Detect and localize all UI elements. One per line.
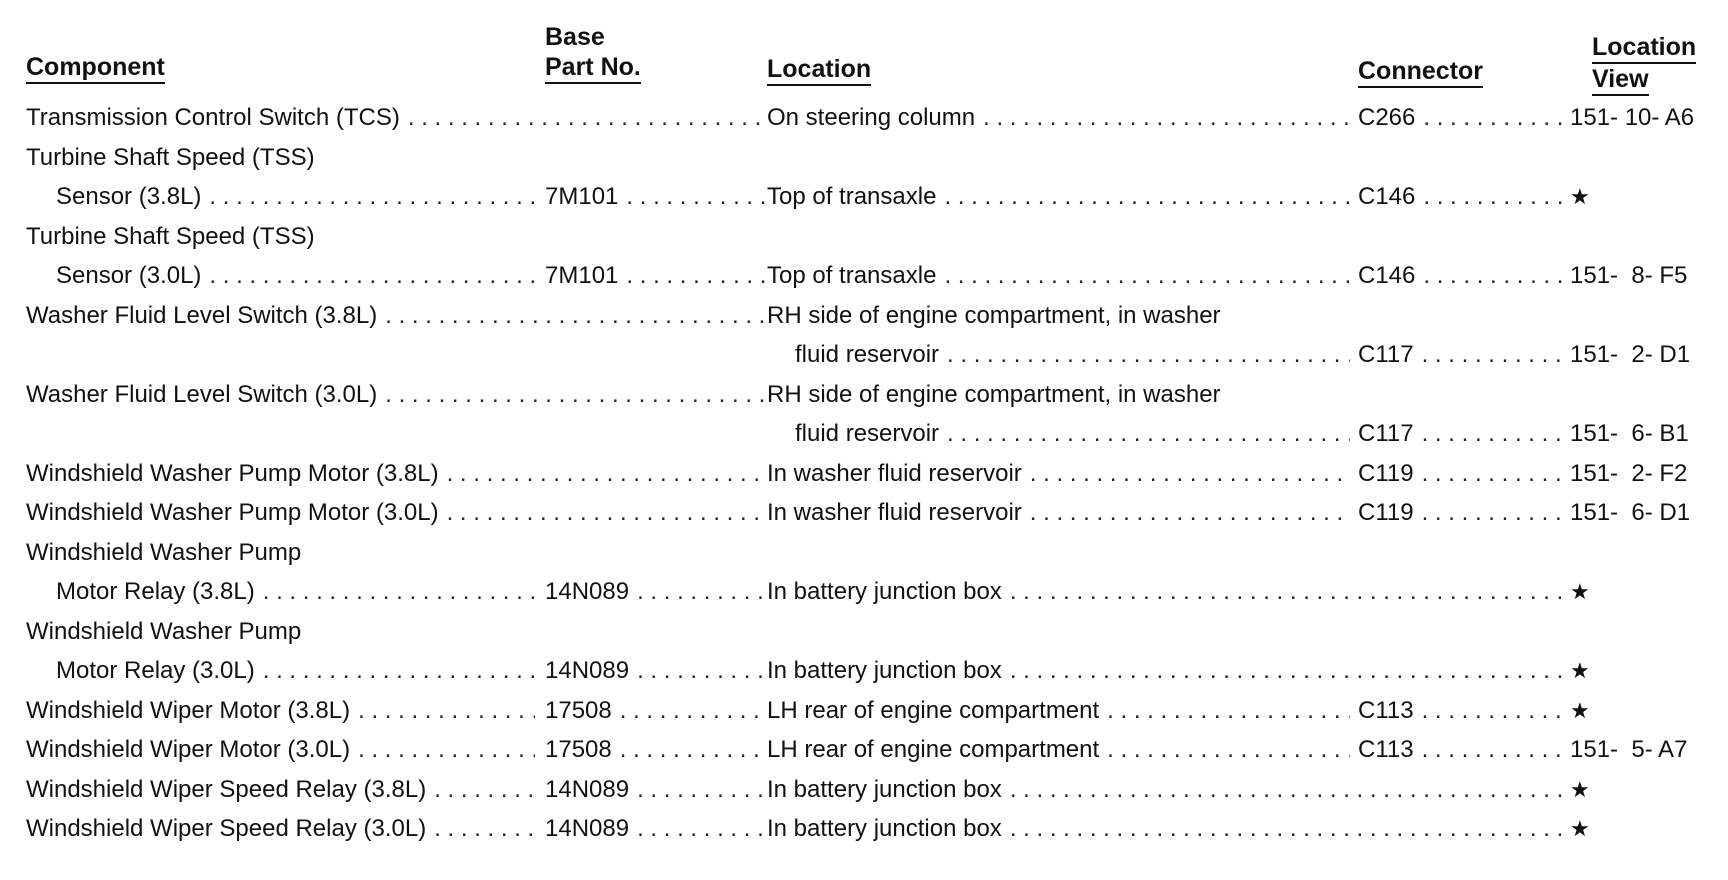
location-text: RH side of engine compartment, in washer	[767, 380, 1221, 408]
part-text: 14N089	[545, 775, 630, 803]
leader-dots	[947, 335, 1350, 375]
leader-dots	[1010, 809, 1568, 849]
cell-location	[767, 770, 1568, 810]
leader-dots	[626, 256, 765, 296]
cell-connector	[1358, 691, 1568, 731]
table-row	[0, 651, 1728, 691]
leader-dots	[358, 730, 535, 770]
header-part-no-label: Part No.	[545, 53, 641, 84]
component-text: Windshield Wiper Motor (3.0L)	[26, 736, 351, 763]
leader-dots	[1030, 493, 1350, 533]
cell-part	[545, 256, 765, 296]
cell-location	[767, 730, 1350, 770]
location-text: RH side of engine compartment, in washer	[767, 301, 1221, 329]
table-row	[0, 770, 1728, 810]
cell-component	[26, 730, 535, 770]
cell-component	[26, 612, 765, 652]
part-text: 7M101	[545, 183, 619, 210]
component-text: Turbine Shaft Speed (TSS)	[26, 222, 315, 250]
leader-dots	[637, 651, 765, 691]
cell-component	[26, 809, 535, 849]
header-component-label: Component	[26, 53, 165, 84]
star-icon: ★	[1570, 697, 1590, 723]
table-row	[0, 493, 1728, 533]
leader-dots	[447, 493, 765, 533]
leader-dots	[1423, 177, 1568, 217]
leader-dots	[1107, 691, 1350, 731]
cell-location	[795, 414, 1350, 454]
location-view: 151- 6- B1	[1570, 420, 1689, 447]
leader-dots	[385, 296, 765, 336]
table-row	[0, 217, 1728, 257]
star-icon: ★	[1570, 776, 1590, 802]
cell-connector	[1358, 98, 1568, 138]
location-view: 151- 5- A7	[1570, 736, 1688, 763]
cell-location	[767, 691, 1350, 731]
connector-text: C113	[1358, 736, 1414, 763]
header-component	[26, 52, 165, 84]
cell-component	[26, 375, 765, 415]
location-text: In battery junction box	[767, 657, 1002, 684]
leader-dots	[1422, 454, 1568, 494]
connector-text: C117	[1358, 341, 1414, 368]
part-text: 14N089	[545, 815, 630, 842]
table-row	[0, 414, 1728, 454]
location-text: On steering column	[767, 104, 976, 131]
leader-dots	[1422, 730, 1568, 770]
cell-component	[56, 651, 535, 691]
table-row	[0, 691, 1728, 731]
table-row	[0, 454, 1728, 494]
leader-dots	[944, 177, 1350, 217]
part-text: 14N089	[545, 578, 630, 605]
part-text: 17508	[545, 736, 612, 763]
cell-location	[767, 809, 1568, 849]
leader-dots	[1030, 454, 1350, 494]
part-text: 17508	[545, 696, 612, 724]
location-text: In washer fluid reservoir	[767, 499, 1022, 526]
connector-text: C117	[1358, 420, 1414, 447]
header-base-part	[545, 22, 641, 84]
cell-connector	[1358, 256, 1568, 296]
leader-dots	[385, 375, 765, 415]
connector-text: C266	[1358, 104, 1416, 131]
cell-part	[545, 651, 765, 691]
cell-connector	[1358, 493, 1568, 533]
table-row	[0, 730, 1728, 770]
location-text: Top of transaxle	[767, 262, 937, 289]
star-icon: ★	[1570, 816, 1590, 841]
cell-connector	[1358, 414, 1568, 454]
component-text: Windshield Wiper Speed Relay (3.0L)	[26, 815, 427, 842]
leader-dots	[434, 770, 535, 810]
location-text: In battery junction box	[767, 578, 1002, 605]
connector-text: C146	[1358, 183, 1416, 210]
location-view: 151- 10- A6	[1570, 104, 1695, 131]
cell-component	[26, 296, 765, 336]
leader-dots	[263, 651, 535, 691]
star-icon: ★	[1570, 184, 1590, 209]
cell-part	[545, 691, 765, 731]
cell-location	[767, 177, 1350, 217]
cell-component	[56, 256, 535, 296]
leader-dots	[408, 98, 765, 138]
leader-dots	[447, 454, 765, 494]
leader-dots	[1422, 691, 1568, 731]
leader-dots	[637, 809, 765, 849]
leader-dots	[947, 414, 1350, 454]
star-icon: ★	[1570, 658, 1590, 683]
cell-connector	[1358, 454, 1568, 494]
leader-dots	[209, 256, 535, 296]
cell-part	[545, 572, 765, 612]
location-text: LH rear of engine compartment	[767, 736, 1100, 763]
table-row	[0, 572, 1728, 612]
component-text: Sensor (3.0L)	[56, 262, 202, 289]
header-location-view-top: Location	[1592, 33, 1696, 64]
leader-dots	[209, 177, 535, 217]
leader-dots	[434, 809, 535, 849]
cell-component	[26, 454, 765, 494]
cell-location	[767, 296, 1568, 336]
header-location-view	[1592, 32, 1696, 96]
location-text: In washer fluid reservoir	[767, 459, 1022, 487]
leader-dots	[1010, 770, 1568, 810]
leader-dots	[626, 177, 765, 217]
leader-dots	[620, 691, 765, 731]
table-row	[0, 177, 1728, 217]
leader-dots	[1422, 493, 1568, 533]
location-text: In battery junction box	[767, 815, 1002, 842]
header-connector-label: Connector	[1358, 57, 1483, 88]
table-row	[0, 335, 1728, 375]
leader-dots	[1422, 414, 1568, 454]
location-text: In battery junction box	[767, 775, 1002, 803]
table-row	[0, 533, 1728, 573]
cell-component	[26, 493, 765, 533]
cell-part	[545, 770, 765, 810]
location-text: Top of transaxle	[767, 183, 937, 210]
cell-connector	[1358, 730, 1568, 770]
leader-dots	[983, 98, 1350, 138]
table-row	[0, 612, 1728, 652]
header-base-label: Base	[545, 23, 605, 51]
component-text: Motor Relay (3.0L)	[56, 657, 255, 684]
leader-dots	[1010, 572, 1568, 612]
component-text: Windshield Washer Pump Motor (3.0L)	[26, 499, 439, 526]
component-text: Turbine Shaft Speed (TSS)	[26, 143, 315, 171]
table-row	[0, 296, 1728, 336]
cell-location	[767, 375, 1568, 415]
component-text: Sensor (3.8L)	[56, 183, 202, 210]
cell-component	[26, 533, 765, 573]
leader-dots	[620, 730, 765, 770]
table-row	[0, 138, 1728, 178]
leader-dots	[637, 572, 765, 612]
leader-dots	[944, 256, 1350, 296]
leader-dots	[1423, 256, 1568, 296]
cell-location	[767, 651, 1568, 691]
leader-dots	[1423, 98, 1568, 138]
location-text: fluid reservoir	[795, 341, 940, 368]
leader-dots	[358, 691, 535, 731]
component-text: Windshield Wiper Speed Relay (3.8L)	[26, 775, 427, 803]
cell-location	[767, 454, 1350, 494]
cell-component	[56, 572, 535, 612]
table-row	[0, 256, 1728, 296]
connector-text: C119	[1358, 459, 1414, 487]
component-text: Transmission Control Switch (TCS)	[26, 104, 400, 131]
cell-location	[767, 256, 1350, 296]
leader-dots	[1107, 730, 1350, 770]
cell-component	[26, 98, 765, 138]
cell-connector	[1358, 335, 1568, 375]
location-view: 151- 2- D1	[1570, 341, 1691, 368]
component-text: Motor Relay (3.8L)	[56, 578, 255, 605]
leader-dots	[1010, 651, 1568, 691]
leader-dots	[263, 572, 535, 612]
cell-component	[26, 217, 765, 257]
connector-text: C119	[1358, 499, 1414, 526]
cell-part	[545, 177, 765, 217]
header-location-view-bottom: View	[1592, 65, 1649, 96]
component-text: Washer Fluid Level Switch (3.0L)	[26, 380, 378, 408]
cell-location	[767, 98, 1350, 138]
table-row	[0, 375, 1728, 415]
part-text: 7M101	[545, 262, 619, 289]
cell-component	[56, 177, 535, 217]
cell-location	[767, 493, 1350, 533]
cell-component	[26, 770, 535, 810]
leader-dots	[637, 770, 765, 810]
component-text: Windshield Wiper Motor (3.8L)	[26, 696, 351, 724]
cell-component	[26, 138, 765, 178]
cell-location	[767, 572, 1568, 612]
table-row	[0, 809, 1728, 849]
component-text: Washer Fluid Level Switch (3.8L)	[26, 301, 378, 329]
star-icon: ★	[1570, 579, 1590, 604]
connector-text: C113	[1358, 696, 1414, 724]
connector-text: C146	[1358, 262, 1416, 289]
cell-part	[545, 730, 765, 770]
table-row	[0, 98, 1728, 138]
header-location	[767, 54, 871, 86]
cell-part	[545, 809, 765, 849]
location-text: fluid reservoir	[795, 420, 940, 447]
component-text: Windshield Washer Pump	[26, 538, 302, 566]
header-location-label: Location	[767, 55, 871, 86]
cell-connector	[1358, 177, 1568, 217]
location-view: 151- 6- D1	[1570, 499, 1691, 526]
component-text: Windshield Washer Pump Motor (3.8L)	[26, 459, 439, 487]
location-view: 151- 8- F5	[1570, 262, 1688, 289]
cell-location	[795, 335, 1350, 375]
cell-component	[26, 691, 535, 731]
component-text: Windshield Washer Pump	[26, 617, 302, 645]
part-text: 14N089	[545, 657, 630, 684]
leader-dots	[1422, 335, 1568, 375]
location-text: LH rear of engine compartment	[767, 696, 1100, 724]
location-view: 151- 2- F2	[1570, 459, 1688, 487]
header-connector	[1358, 56, 1483, 88]
